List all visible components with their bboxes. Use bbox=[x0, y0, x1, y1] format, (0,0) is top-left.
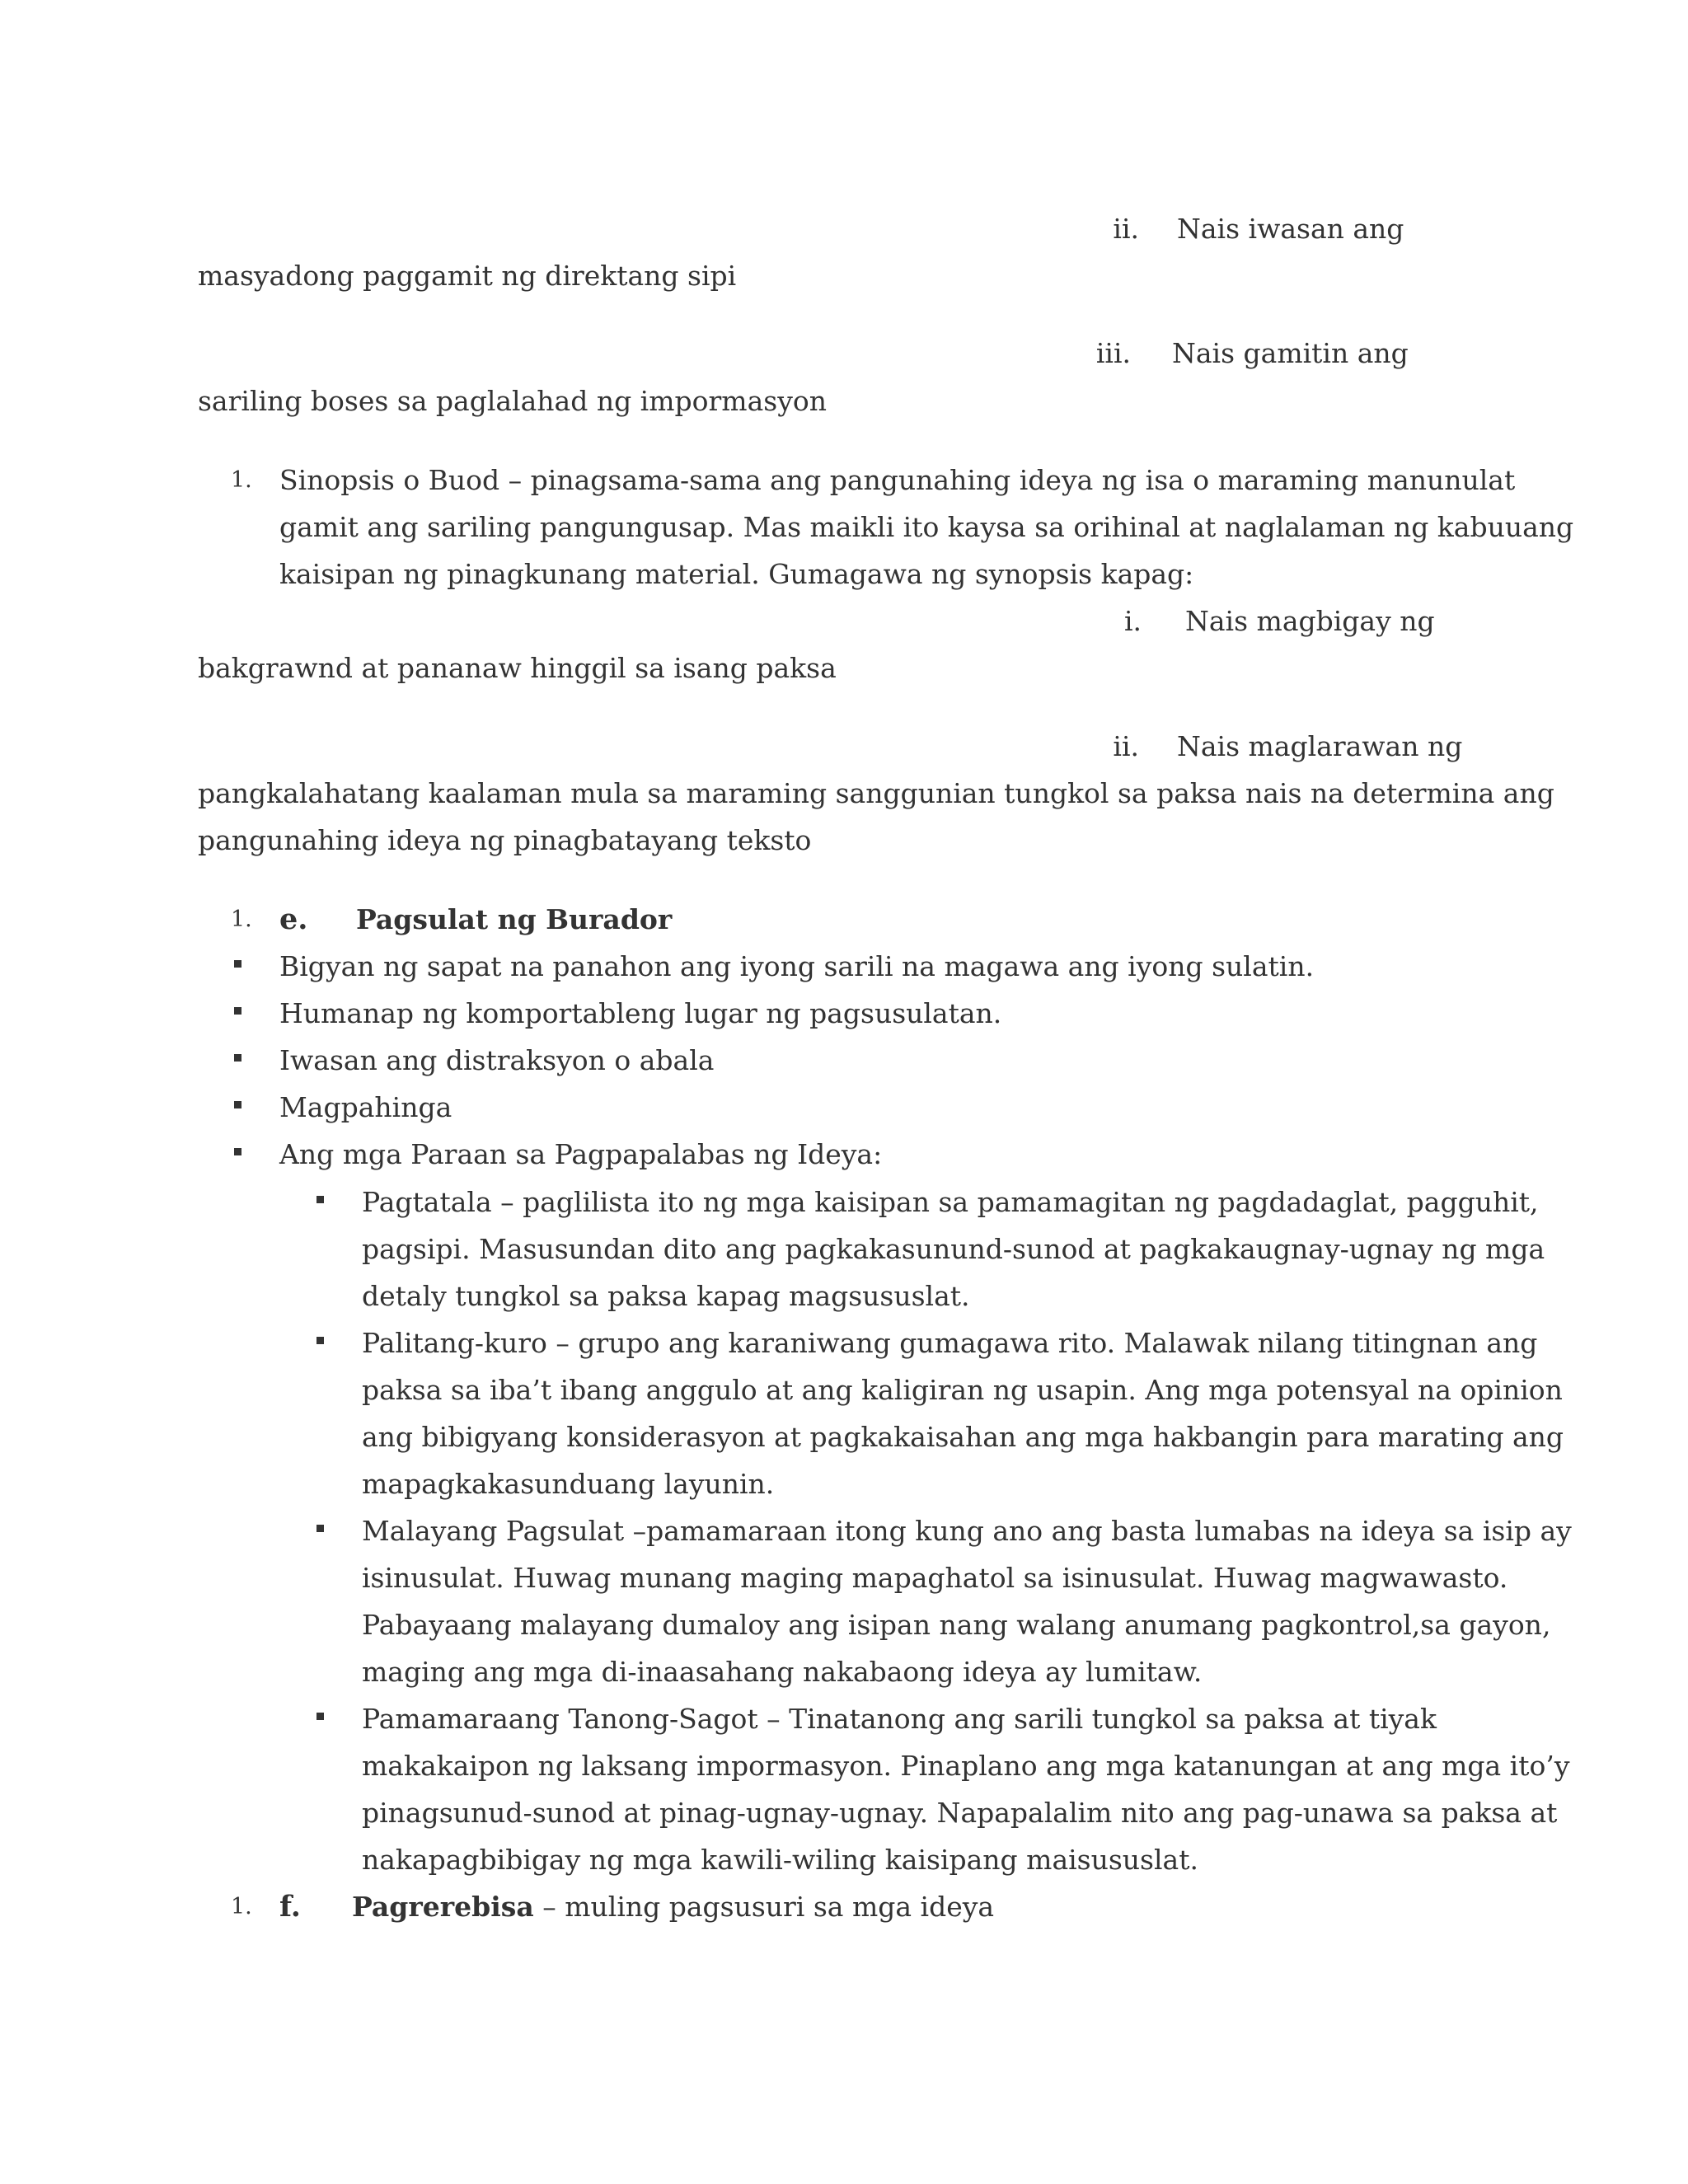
sub-bullet-line: Palitang-kuro – grupo ang karaniwang gumagawa rito. Malawak nilang titingnan ang bbox=[362, 1327, 1538, 1359]
roman-item-text: Nais gamitin ang bbox=[1172, 337, 1409, 369]
sub-bullet-line: paksa sa iba’t ibang anggulo at ang kaligiran ng usapin. Ang mga potensyal na opinion bbox=[362, 1374, 1563, 1406]
roman-item-text: Nais maglarawan ng bbox=[1177, 730, 1463, 762]
roman-item-text: Nais magbigay ng bbox=[1185, 605, 1435, 637]
section-heading-description: – muling pagsusuri sa mga ideya bbox=[533, 1891, 995, 1923]
bullet-item: Humanap ng komportableng lugar ng pagsusulatan. bbox=[279, 997, 1002, 1029]
section-heading: Pagrerebisa bbox=[352, 1891, 534, 1923]
roman-marker: ii. bbox=[1113, 213, 1139, 245]
section-heading-line bbox=[352, 1891, 994, 1924]
sinopsis-line-3: kaisipan ng pinagkunang material. Gumagawa ng synopsis kapag: bbox=[279, 558, 1194, 590]
section-heading: Pagsulat ng Burador bbox=[356, 903, 673, 935]
sub-bullet-line: ang bibigyang konsiderasyon at pagkakaisahan ang mga hakbangin para marating ang bbox=[362, 1421, 1564, 1453]
sinopsis-line-1: Sinopsis o Buod – pinagsama-sama ang pangunahing ideya ng isa o maraming manunulat bbox=[279, 464, 1516, 496]
sub-bullet-line: nakapagbibigay ng mga kawili-wiling kaisipang maisususlat. bbox=[362, 1844, 1198, 1876]
sub-bullet-line: pinagsunud-sunod at pinag-ugnay-ugnay. Napapalalim nito ang pag-unawa sa paksa at bbox=[362, 1797, 1558, 1829]
sub-bullet-line: maging ang mga di-inaasahang nakabaong ideya ay lumitaw. bbox=[362, 1656, 1203, 1688]
bullet-item: Ang mga Paraan sa Pagpapalabas ng Ideya: bbox=[279, 1138, 883, 1170]
sub-bullet-line: Pagtatala – paglilista ito ng mga kaisipan sa pamamagitan ng pagdadaglat, pagguhit, bbox=[362, 1186, 1539, 1218]
bullet-item: Bigyan ng sapat na panahon ang iyong sarili na magawa ang iyong sulatin. bbox=[279, 950, 1315, 982]
roman-item-continuation: masyadong paggamit ng direktang sipi bbox=[198, 260, 737, 292]
roman-marker: i. bbox=[1123, 605, 1142, 637]
sub-bullet-line: Malayang Pagsulat –pamamaraan itong kung ano ang basta lumabas na ideya sa isip ay bbox=[362, 1515, 1572, 1547]
sub-bullet-line: makakaipon ng laksang impormasyon. Pinaplano ang mga katanungan at ang mga ito’y bbox=[362, 1750, 1570, 1782]
bullet-marker bbox=[234, 960, 241, 968]
list-number: 1. bbox=[231, 467, 252, 493]
bullet-marker bbox=[234, 1007, 241, 1015]
sub-bullet-marker bbox=[316, 1713, 324, 1720]
sub-bullet-line: mapagkakasunduang layunin. bbox=[362, 1468, 775, 1500]
bullet-marker bbox=[234, 1148, 241, 1155]
roman-item-continuation: pangkalahatang kaalaman mula sa maraming sanggunian tungkol sa paksa nais na determina ang bbox=[198, 777, 1554, 809]
roman-item-continuation: pangunahing ideya ng pinagbatayang teksto bbox=[198, 824, 812, 856]
sub-bullet-line: pagsipi. Masusundan dito ang pagkakasunund-sunod at pagkakaugnay-ugnay ng mga bbox=[362, 1233, 1545, 1265]
sinopsis-line-2: gamit ang sariling pangungusap. Mas maikli ito kaysa sa orihinal at naglalaman ng kabuuang bbox=[279, 511, 1574, 543]
sub-bullet-line: isinusulat. Huwag munang maging mapaghatol sa isinusulat. Huwag magwawasto. bbox=[362, 1562, 1508, 1594]
sub-bullet-marker bbox=[316, 1196, 324, 1203]
sub-bullet-line: detaly tungkol sa paksa kapag magsususlat. bbox=[362, 1280, 970, 1312]
roman-marker: iii. bbox=[1095, 337, 1131, 369]
roman-item-continuation: bakgrawnd at pananaw hinggil sa isang paksa bbox=[198, 652, 837, 684]
bullet-item: Magpahinga bbox=[279, 1091, 452, 1123]
section-letter: e. bbox=[279, 902, 308, 936]
sub-bullet-marker bbox=[316, 1337, 324, 1344]
list-number: 1. bbox=[231, 1894, 252, 1919]
sub-bullet-line: Pabayaang malayang dumaloy ang isipan nang walang anumang pagkontrol,sa gayon, bbox=[362, 1609, 1551, 1641]
list-number: 1. bbox=[231, 907, 252, 932]
bullet-item: Iwasan ang distraksyon o abala bbox=[279, 1044, 715, 1076]
roman-item-continuation: sariling boses sa paglalahad ng impormasyon bbox=[198, 385, 827, 417]
sub-bullet-line: Pamamaraang Tanong-Sagot – Tinatanong ang sarili tungkol sa paksa at tiyak bbox=[362, 1703, 1437, 1735]
sub-bullet-marker bbox=[316, 1525, 324, 1532]
roman-marker: ii. bbox=[1113, 730, 1139, 762]
roman-item-text: Nais iwasan ang bbox=[1177, 213, 1404, 245]
bullet-marker bbox=[234, 1054, 241, 1062]
bullet-marker bbox=[234, 1101, 241, 1108]
section-letter: f. bbox=[279, 1890, 301, 1924]
